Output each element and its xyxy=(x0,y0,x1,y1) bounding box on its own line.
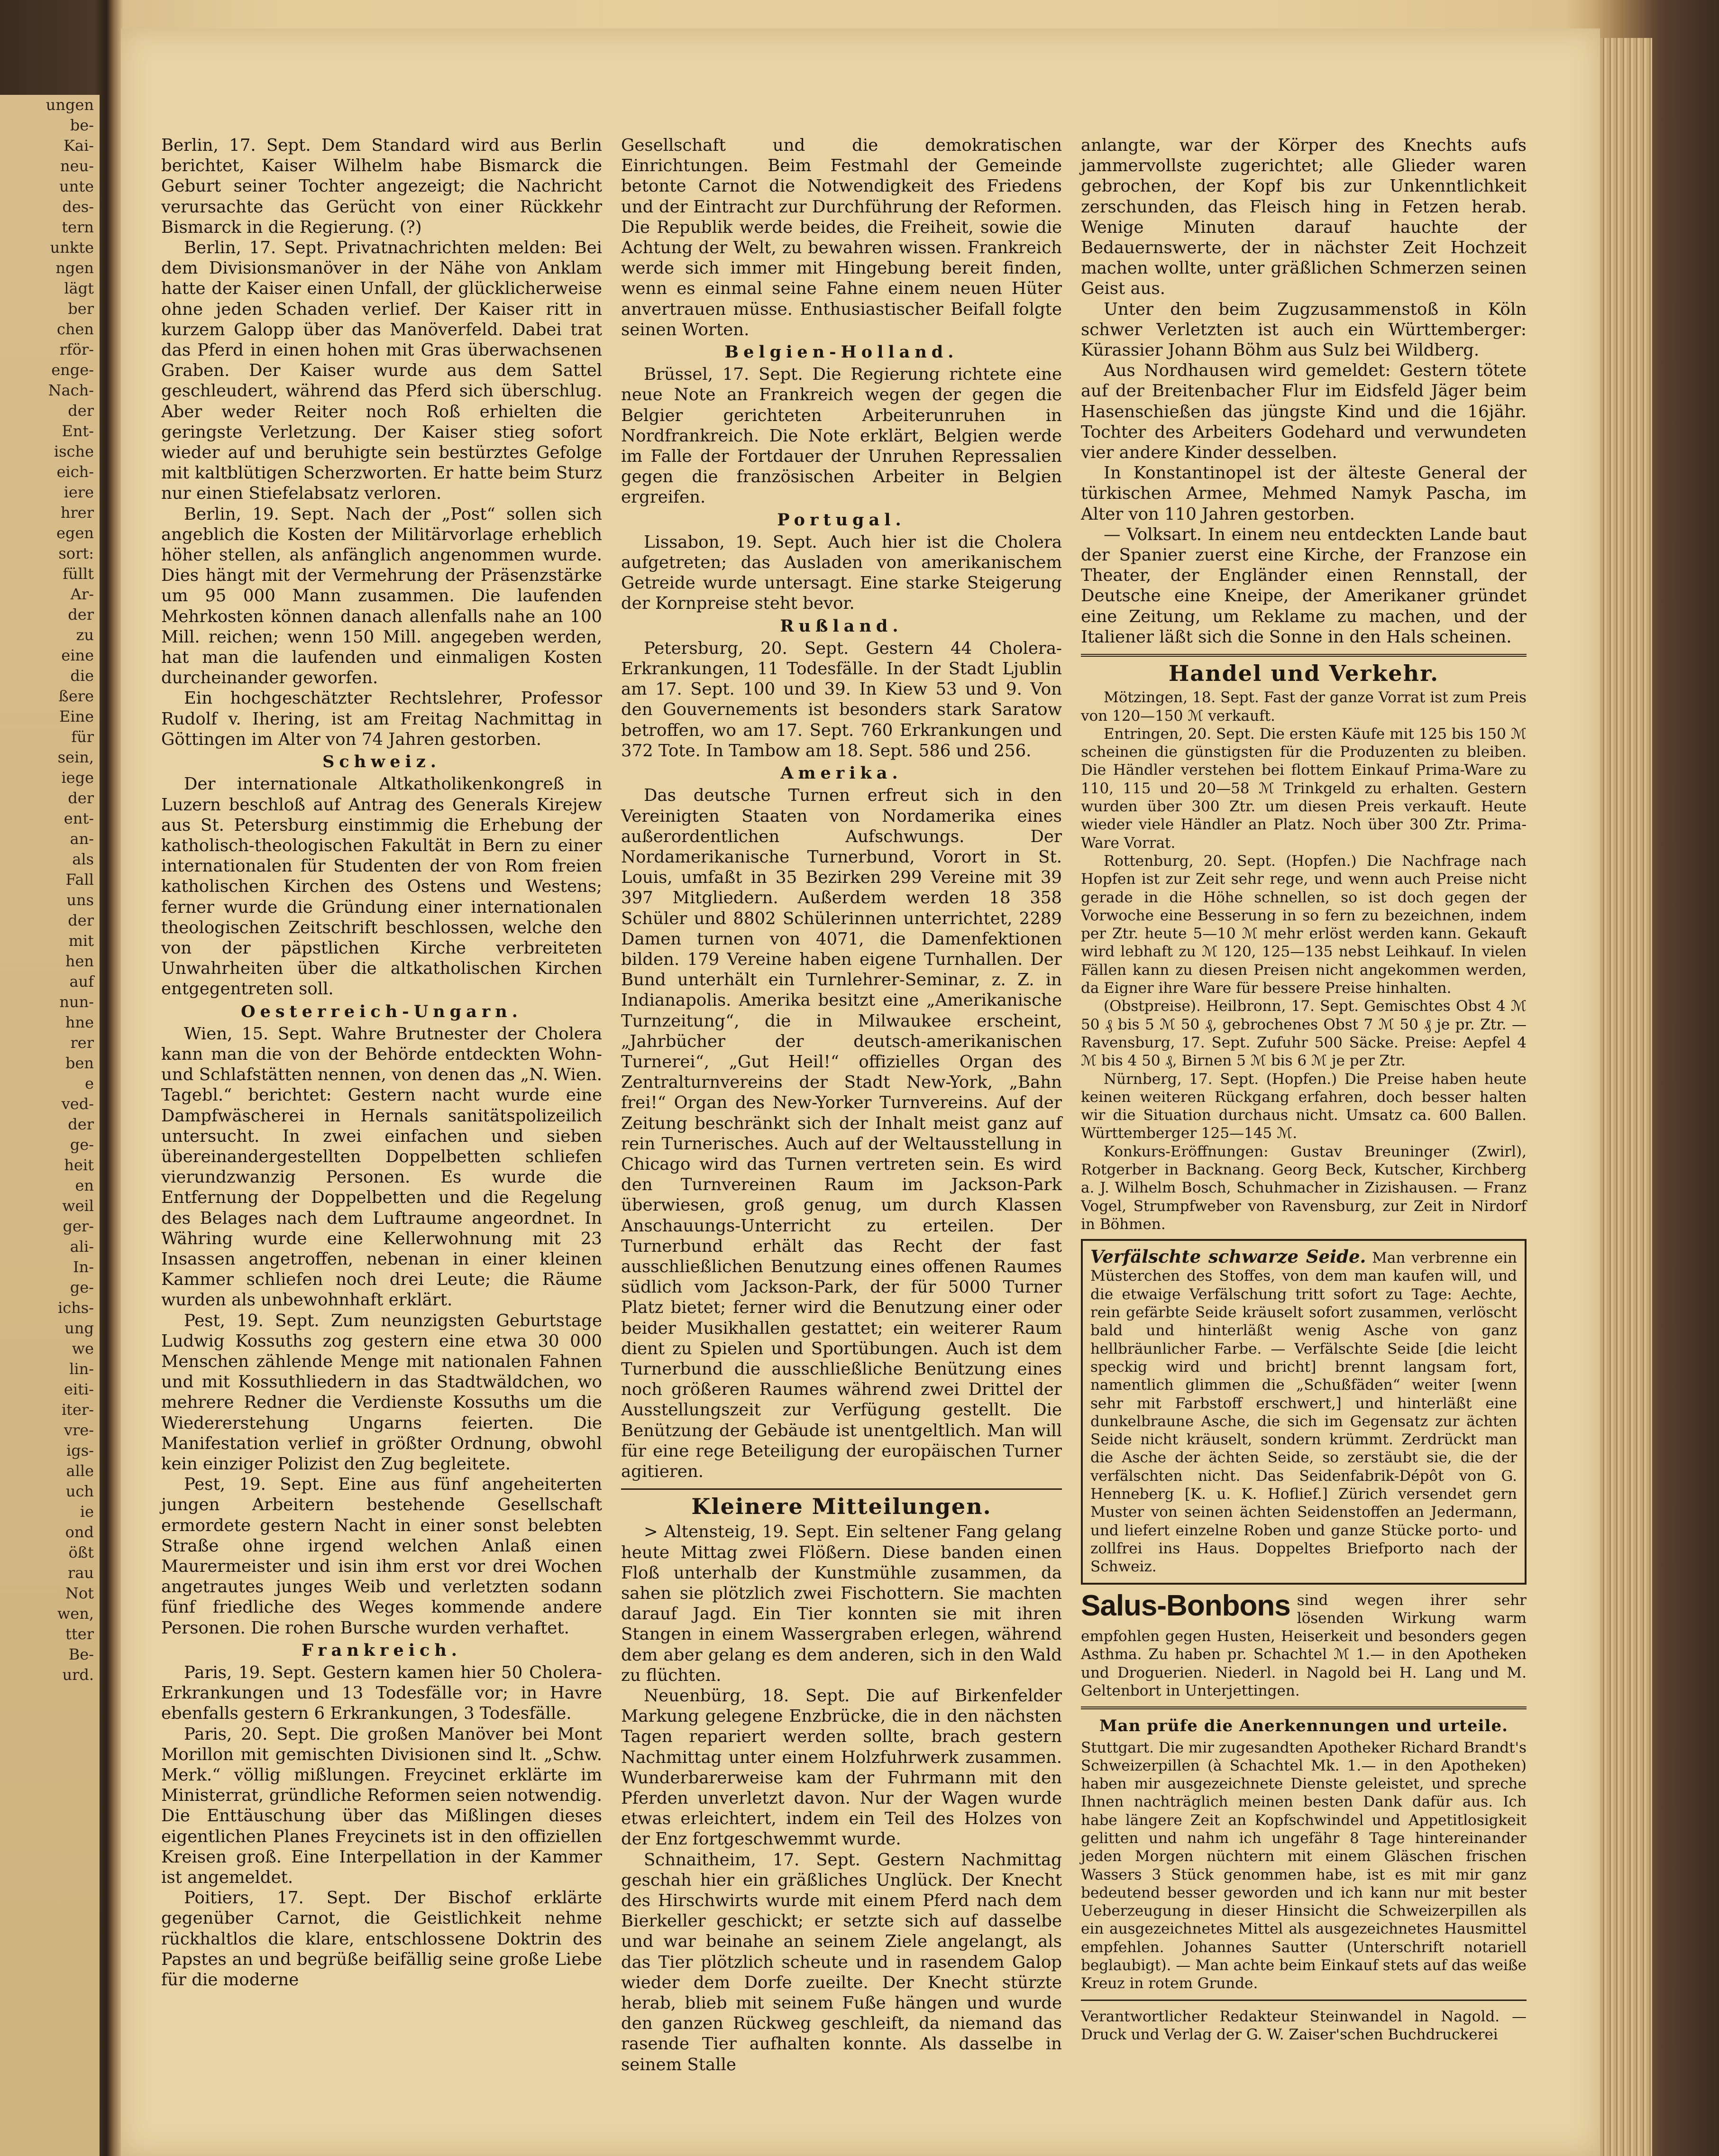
section-heading: Belgien-Holland. xyxy=(724,342,959,362)
left-page-word: ngen xyxy=(55,259,94,277)
article-paragraph: Der internationale Altkatholikenkongreß in Luzern beschloß auf Antrag des Generals Kirejew aus St. Petersburg einstimmig die Erhebung der katholisch-theologischen Fakultät in Bern zu einer internationalen für Studenten der von Rom freien katholischen Kirchen des Ostens und Westens; ferner wurde die Gründung einer internationalen theologischen Zeitschrift beschlossen, welche den von der päpstlichen Kirche verbreiteten Unwahrheiten über die altkatholischen Kirchen entgegentreten soll. xyxy=(161,774,602,999)
article-paragraph: Das deutsche Turnen erfreut sich in den Vereinigten Staaten von Nordamerika eines außerordentlichen Aufschwungs. Der Nordamerikanische Turnerbund, Vorort in St. Louis, umfaßt in 35 Bezirken 299 Vereine mit 39 397 Mitgliedern. Außerdem werden 18 358 Schüler und 8802 Schülerinnen unterrichtet, 2289 Damen turnen von 4071, die Damenfektionen bilden. 179 Vereine haben eigene Turnhallen. Der Bund unterhält ein Turnlehrer-Seminar, z. Z. in Indianapolis. Amerika besitzt eine „Amerikanische Turnzeitung“, die in Milwaukee erscheint, „Jahrbücher der deutsch-amerikanischen Turnerei“, „Gut Heil!“ offizielles Organ des Zentralturnvereins der Stadt New-York, „Bahn frei!“ Organ des New-Yorker Turnvereins. Auf der Zeitung beschränkt sich der Inhalt meist ganz auf rein Turnerisches. Auch auf der Weltausstellung in Chicago wird das Turnen vertreten sein. Es wird den Turnvereinen Raum im Jackson-Park überwiesen, groß genug, um durch Klassen Anschauungs-Unterricht zu erteilen. Der Turnerbund erhält das Recht der fast ausschließlichen Benutzung eines offenen Raumes südlich vom Jackson-Park, der für 5000 Turner Platz bietet; ferner wird die Benutzung einer oder beider Musikhallen gestattet; ein weiterer Raum dient zu Spielen und Sportübungen. Auch ist dem Turnerbund die ausschließliche Benützung eines noch größeren Raumes während zwei Drittel der Ausstellungszeit zur Verfügung gestellt. Die Benützung der Gebäude ist unentgeltlich. Man will für eine rege Beteiligung der europäischen Turner agitieren. xyxy=(621,786,1062,1481)
left-page-word: alle xyxy=(66,1462,94,1480)
left-page-word: Nach- xyxy=(48,381,94,399)
left-page-word: der xyxy=(68,1115,94,1133)
section-heading: Portugal. xyxy=(777,510,906,530)
left-page-word: hne xyxy=(65,1013,94,1031)
article-paragraph: — Volksart. In einem neu entdeckten Lande baut der Spanier zuerst eine Kirche, der Franzose ein Theater, der Engländer einen Rennstall, der Deutsche eine Kneipe, der Amerikaner gründet eine Zeitung, um Reklame zu machen, und der Italiener läßt sich die Sonne in den Hals scheinen. xyxy=(1081,524,1527,647)
section-heading: Frankreich. xyxy=(302,1640,462,1660)
left-page-word: ichs- xyxy=(58,1299,94,1317)
article-paragraph: Wien, 15. Sept. Wahre Brutnester der Cholera kann man die von der Behörde entdeckten Wohn- und Schlafstätten nennen, von denen das „N. Wien. Tagebl.“ berichtet: Gestern nacht wurde eine Dampfwäscherei in Hernals sanitätspolizeilich untersucht. In zwei einfachen und sieben übereinandergestellten Doppelbetten schliefen vierundzwanzig Personen. Es wurde die Entfernung der Doppelbetten und die Regelung des Belages nach dem Luftraume angeordnet. In Währing wurde eine Kellerwohnung mit 23 Insassen angetroffen, nebenan in einer kleinen Kammer schliefen noch drei Leute; die Räume wurden als unbewohnhaft erklärt. xyxy=(161,1024,602,1310)
left-page-word: hrer xyxy=(60,504,94,522)
left-page-word: ent- xyxy=(64,809,94,827)
article-paragraph: Pest, 19. Sept. Zum neunzigsten Geburtstage Ludwig Kossuths zog gestern eine etwa 30 000 Menschen zählende Menge mit nationalen Fahnen und mit Kossuthliedern in das Stadtwäldchen, wo mehrere Redner die Verdienste Kossuths um die Wiedererstehung Ungarns feierten. Die Manifestation verlief in größter Ordnung, obwohl kein einziger Polizist den Zug begleitete. xyxy=(161,1311,602,1474)
left-page-word: egen xyxy=(56,524,94,542)
left-page-word: In- xyxy=(73,1258,94,1276)
article-paragraph: Paris, 19. Sept. Gestern kamen hier 50 Cholera-Erkrankungen und 13 Todesfälle vor; in Havre ebenfalls gestern 6 Erkrankungen, 3 Todesfälle. xyxy=(161,1663,602,1724)
left-page-word: sort: xyxy=(58,544,94,562)
article-paragraph: Berlin, 19. Sept. Nach der „Post“ sollen sich angeblich die Kosten der Militärvorlage erheblich höher stellen, als anfänglich angenommen wurde. Dies hängt mit der Vermehrung der Präsenzstärke um 95 000 Mann zusammen. Die laufenden Mehrkosten können danach allenfalls nahe an 100 Mill. reichen; wenn 150 Mill. angegeben werden, hat man die laufenden und einmaligen Kosten durcheinander geworfen. xyxy=(161,504,602,688)
left-page-word: sein, xyxy=(57,748,94,766)
left-page-word: vre- xyxy=(64,1421,94,1439)
left-page-word: Kai- xyxy=(63,137,94,155)
article-paragraph: Berlin, 17. Sept. Dem Standard wird aus Berlin berichtet, Kaiser Wilhelm habe Bismarck die Geburt seiner Tochter angezeigt; die Nachricht verursachte das Gerücht von einer Rückkehr Bismarck in die Regierung. (?) xyxy=(161,136,602,237)
left-page-word: be- xyxy=(70,116,94,134)
left-page-word: Fall xyxy=(65,871,94,889)
left-page-word: unkte xyxy=(50,239,94,257)
left-page-word: für xyxy=(71,728,94,746)
left-page-word: wen, xyxy=(57,1605,94,1623)
article-paragraph: Lissabon, 19. Sept. Auch hier ist die Cholera aufgetreten; das Ausladen von amerikanischem Getreide wurde untersagt. Eine starke Steigerung der Kornpreise steht bevor. xyxy=(621,532,1062,614)
left-page-word: ved- xyxy=(61,1095,94,1113)
left-page-word: ond xyxy=(65,1523,94,1541)
article-paragraph: Entringen, 20. Sept. Die ersten Käufe mit 125 bis 150 ℳ scheinen die günstigsten für die Produzenten zu bleiben. Die Händler verstehen bei flottem Einkauf Prima-Ware zu 110, 115 und 20—58 ℳ Trinkgeld zu erhalten. Gestern wurden über 300 Ztr. um diesen Preis verkauft. Heute wieder viele Händler an Platz. Noch über 300 Ztr. Prima-Ware Vorrat. xyxy=(1081,725,1527,852)
article-paragraph: Paris, 20. Sept. Die großen Manöver bei Mont Morillon mit gemischten Divisionen sind lt. „Schw. Merk.“ völlig mißlungen. Freycinet erklärte im Ministerrat, gründliche Reformen seien notwendig. Die Enttäuschung über das Mißlingen dieses eigentlichen Planes Freycinets ist in den offiziellen Kreisen groß. Eine Interpellation in der Kammer ist angemeldet. xyxy=(161,1724,602,1888)
left-page-word: auf xyxy=(69,972,94,991)
left-page-word: eich- xyxy=(56,463,94,481)
divider xyxy=(621,1488,1062,1490)
left-page-word: tter xyxy=(65,1625,94,1643)
left-page-word: chen xyxy=(56,320,94,338)
left-page-word: Ent- xyxy=(62,422,94,440)
left-page-word: lin- xyxy=(69,1360,94,1378)
article-paragraph: Schnaitheim, 17. Sept. Gestern Nachmittag geschah hier ein gräßliches Unglück. Der Knecht des Hirschwirts wurde mit einem Pferd nach dem Bierkeller geschickt; er setzte sich auf dasselbe und war beinahe an seinem Ziele angelangt, als das Tier plötzlich scheute und in rasendem Galop wieder dem Dorfe zueilte. Der Knecht stürzte herab, blieb mit seinem Fuße hängen und wurde den ganzen Rückweg geschleift, da niemand das rasende Tier aufhalten konnte. Als dasselbe in seinem Stalle xyxy=(621,1850,1062,2074)
left-page-word: ali- xyxy=(70,1238,94,1256)
section-heading: Amerika. xyxy=(780,763,903,783)
left-page-word: der xyxy=(68,606,94,624)
left-page-word: Not xyxy=(65,1584,94,1602)
ad-title: Salus-Bonbons xyxy=(1081,1589,1290,1622)
column-1 xyxy=(161,135,602,1990)
ad-body: Man verbrenne ein Müsterchen des Stoffes, von dem man kaufen will, und die etwaige Verfälschung tritt sofort zu Tage: Aechte, rein gefärbte Seide kräuselt sofort zusammen, verlöscht bald und hinterläßt wenig Asche von ganz hellbräunlicher Farbe. — Verfälschte Seide [die leicht speckig wird und bricht] brennt langsam fort, namentlich glimmen die „Schußfäden“ weiter [wenn sehr mit Farbstoff erschwert,] und hinterläßt eine dunkelbraune Asche, die sich im Gegensatz zur ächten Seide nicht kräuselt, sondern krümmt. Zerdrückt man die Asche der ächten Seide, so zerstäubt sie, die der verfälschten nicht. Das Seidenfabrik-Dépôt von G. Henneberg [K. u. K. Hoflief.] Zürich versendet gern Muster von seinen ächten Seidenstoffen an Jedermann, und liefert einzelne Roben und ganze Stücke porto- und zollfrei ins Haus. Doppeltes Briefporto nach der Schweiz. xyxy=(1090,1249,1517,1576)
left-page-word: enge- xyxy=(51,361,94,379)
ad-heading: Man prüfe die Anerkennungen und urteile. xyxy=(1099,1716,1508,1736)
silk-advertisement xyxy=(1081,1239,1527,1584)
article-paragraph: Konkurs-Eröffnungen: Gustav Breuninger (Zwirl), Rotgerber in Backnang. Georg Beck, Kutscher, Kirchberg a. J. Wilhelm Bosch, Schuhmacher in Zizishausen. — Franz Vogel, Strumpfweber von Ravensburg, zur Zeit in Nirdorf in Böhmen. xyxy=(1081,1143,1527,1233)
left-page-word: uns xyxy=(66,891,94,909)
left-page-word: als xyxy=(72,850,94,868)
left-page-word: iter- xyxy=(61,1401,94,1419)
section-heading-large: Handel und Verkehr. xyxy=(1168,661,1439,687)
left-page-word: unte xyxy=(59,177,94,195)
left-page-word: der xyxy=(68,789,94,807)
section-heading: Oesterreich-Ungarn. xyxy=(241,1001,522,1021)
left-page-word: ößt xyxy=(68,1543,94,1561)
book-page-edges xyxy=(1600,38,1652,2156)
left-page-word: ge- xyxy=(70,1136,94,1154)
left-page-word: eine xyxy=(61,646,94,664)
ad-body: sind wegen ihrer sehr lösenden Wirkung warm empfohlen gegen Husten, Heiserkeit und besonders gegen Asthma. Zu haben pr. Schachtel ℳ 1.— in den Apotheken und Droguerien. Niederl. in Nagold bei H. Lang und M. Geltenbort in Unterjettingen. xyxy=(1081,1591,1527,1700)
left-page-word: Ar- xyxy=(70,585,94,603)
left-page-word: mit xyxy=(68,932,94,950)
left-page-word: tern xyxy=(62,218,94,236)
left-page-word: uch xyxy=(65,1482,94,1500)
left-page-word: lägt xyxy=(64,279,94,297)
divider xyxy=(1081,2000,1527,2001)
article-paragraph: (Obstpreise). Heilbronn, 17. Sept. Gemischtes Obst 4 ℳ 50 ₰ bis 5 ℳ 50 ₰, gebrochenes Obst 7 ℳ 50 ₰ je pr. Ztr. — Ravensburg, 17. Sept. Zufuhr 500 Säcke. Preise: Aepfel 4 ℳ bis 4 50 ₰, Birnen 5 ℳ bis 6 ℳ je per Ztr. xyxy=(1081,998,1527,1070)
left-page-word: ische xyxy=(54,442,94,460)
left-page-word: eiti- xyxy=(64,1380,94,1398)
article-paragraph: Unter den beim Zugzusammenstoß in Köln schwer Verletzten ist auch ein Württemberger: Kürassier Johann Böhm aus Sulz bei Wildberg. xyxy=(1081,299,1527,360)
article-paragraph: Brüssel, 17. Sept. Die Regierung richtete eine neue Note an Frankreich wegen der gegen die Belgier gerichteten Arbeiterunruhen in Nordfrankreich. Die Note erklärt, Belgien werde im Falle der Fortdauer der Unruhen Repressalien gegen die französischen Arbeiter in Belgien ergreifen. xyxy=(621,365,1062,507)
article-paragraph: In Konstantinopel ist der älteste General der türkischen Armee, Mehmed Namyk Pascha, im Alter von 110 Jahren gestorben. xyxy=(1081,463,1527,524)
article-paragraph: Rottenburg, 20. Sept. (Hopfen.) Die Nachfrage nach Hopfen ist zur Zeit sehr rege, und wenn auch Preise nicht gerade in die Höhe schnellen, so ist doch gegen der Vorwoche eine Besserung in so fern zu bezeichnen, indem per Ztr. heute 5—10 ℳ mehr erlöst werden kann. Gekauft wird lebhaft zu ℳ 120, 125—135 nebst Leihkauf. In vielen Fällen kann zu diesen Preisen nicht angekommen werden, da Eigner ihre Ware für bessere Preise hinhalten. xyxy=(1081,852,1527,997)
article-paragraph: Ein hochgeschätzter Rechtslehrer, Professor Rudolf v. Ihering, ist am Freitag Nachmittag in Göttingen im Alter von 74 Jahren gestorben. xyxy=(161,688,602,749)
left-page-word: der xyxy=(68,911,94,929)
article-paragraph: Pest, 19. Sept. Eine aus fünf angeheiterten jungen Arbeitern bestehende Gesellschaft ermordete gestern Nacht in einer sonst belebten Straße ohne irgend welchen Anlaß einen Maurermeister und isin ihm erst vor drei Wochen angetrautes junges Weib und verletzten sodann fünf friedliche des Weges kommende andere Personen. Die rohen Bursche wurden verhaftet. xyxy=(161,1475,602,1638)
left-page-word: Eine xyxy=(59,707,94,725)
article-paragraph: Stuttgart. Die mir zugesandten Apotheker Richard Brandt's Schweizerpillen (à Schachtel Mk. 1.— in den Apotheken) haben mir ausgezeichnete Dienste geleistet, und spreche Ihnen nachträglich meinen besten Dank dafür aus. Ich habe längere Zeit an Kopfschwindel und Appetitlosigkeit gelitten und nahm ich ungefähr 8 Tage hintereinander jeden Morgen nüchtern mit einem Gläschen frischen Wassers 3 Stück genommen habe, ist es mit mir ganz bedeutend besser geworden und ich kann nur mit bester Ueberzeugung in dieser Hinsicht die Schweizerpillen als ein ausgezeichnetes Mittel als ausgezeichnetes Hausmittel empfehlen. Johannes Sautter (Unterschrift notariell beglaubigt). — Man achte beim Einkauf stets auf das weiße Kreuz in rotem Grunde. xyxy=(1081,1739,1527,1992)
left-page-word: we xyxy=(72,1339,94,1358)
left-page-word: nun- xyxy=(59,993,94,1011)
article-paragraph: Gesellschaft und die demokratischen Einrichtungen. Beim Festmahl der Gemeinde betonte Carnot die Notwendigkeit des Friedens und der Eintracht zur Durchführung der Reformen. Die Republik werde beides, die Freiheit, sowie die Achtung der Welt, zu bewahren wissen. Frankreich werde sich immer mit Hingebung bereit finden, wenn es einmal seine Fahne einem neuen Hüter anvertrauen müsse. Enthusiastischer Beifall folgte seinen Worten. xyxy=(621,136,1062,339)
section-heading-large: Kleinere Mitteilungen. xyxy=(691,1494,992,1520)
left-page-word: iere xyxy=(64,483,94,501)
article-paragraph: Nürnberg, 17. Sept. (Hopfen.) Die Preise haben heute keinen weiteren Rückgang erfahren, doch besser halten wir die Situation durchaus nicht. Umsatz ca. 600 Ballen. Württemberger 125—145 ℳ. xyxy=(1081,1070,1527,1142)
left-page-word: en xyxy=(75,1176,94,1194)
left-page-word: rför- xyxy=(59,340,94,358)
article-paragraph: anlangte, war der Körper des Knechts aufs jammervollste zugerichtet; alle Glieder waren gebrochen, der Kopf bis zur Unkenntlichkeit zerschunden, das Fleisch hing in Fetzen herab. Wenige Minuten darauf hauchte der Bedauernswerte, der in nächster Zeit Hochzeit machen wollte, unter gräßlichen Schmerzen seinen Geist aus. xyxy=(1081,136,1527,299)
left-page-word: ge- xyxy=(70,1278,94,1296)
left-page-word: zu xyxy=(76,626,94,644)
left-page-word: weil xyxy=(62,1197,94,1215)
left-page-word: ger- xyxy=(63,1217,94,1235)
left-page-word: e xyxy=(85,1074,94,1092)
imprint: Verantwortlicher Redakteur Steinwandel in Nagold. — Druck und Verlag der G. W. Zaiser'schen Buchdruckerei xyxy=(1081,2008,1527,2043)
left-page-word: füllt xyxy=(63,565,94,583)
left-page-word: iege xyxy=(61,769,94,787)
left-page-word: Be- xyxy=(68,1645,94,1663)
column-2 xyxy=(621,135,1062,2075)
article-paragraph: Petersburg, 20. Sept. Gestern 44 Cholera-Erkrankungen, 11 Todesfälle. In der Stadt Ljublin am 17. Sept. 100 und 39. In Kiew 53 und 9. Von den Gouvernements ist besonders stark Saratow betroffen, wo am 17. Sept. 760 Erkrankungen und 372 Tote. In Tambow am 18. Sept. 586 und 256. xyxy=(621,638,1062,761)
left-page-word: igs- xyxy=(66,1441,94,1459)
article-paragraph: > Altensteig, 19. Sept. Ein seltener Fang gelang heute Mittag zwei Flößern. Diese banden einen Floß unterhalb der Kunstmühle zusammen, da sahen sie plötzlich zwei Fischottern. Sie machten darauf Jagd. Ein Tier konnten sie mit ihren Stangen in einem Wassergraben erlegen, während dem aber gelang es dem anderen, sich in den Wald zu flüchten. xyxy=(621,1522,1062,1685)
article-paragraph: Berlin, 17. Sept. Privatnachrichten melden: Bei dem Divisionsmanöver in der Nähe von Anklam hatte der Kaiser einen Unfall, der glücklicherweise ohne jeden Schaden verlief. Der Kaiser ritt in kurzem Galopp über das Manöverfeld. Dabei trat das Pferd in einen hohen mit Gras überwachsenen Graben. Der Kaiser wurde aus dem Sattel geschleudert, während das Pferd sich überschlug. Aber weder Reiter noch Roß erhielten die geringste Verletzung. Der Kaiser stieg sofort wieder auf und beruhigte sein bestürztes Gefolge mit kaltblütigen Scherzworten. Er hatte beim Sturz nur einen Stiefelabsatz verloren. xyxy=(161,238,602,504)
column-3 xyxy=(1081,135,1527,2044)
divider-double xyxy=(1081,654,1527,657)
left-page-word: ber xyxy=(68,300,94,318)
left-page-word: hen xyxy=(65,952,94,970)
left-page-word: des- xyxy=(62,198,94,216)
left-page-fragment xyxy=(0,95,100,2156)
left-page-word: die xyxy=(70,667,94,685)
left-page-word: an- xyxy=(70,830,94,848)
article-paragraph: Neuenbürg, 18. Sept. Die auf Birkenfelder Markung gelegene Enzbrücke, die in den nächsten Tagen repariert werden sollte, brach gestern Nachmittag unter einem Holzfuhrwerk zusammen. Wunderbarerweise kam der Fuhrmann mit den Pferden unverletzt davon. Nur der Wagen wurde etwas erleichtert, indem ein Teil des Holzes von der Enz fortgeschwemmt wurde. xyxy=(621,1686,1062,1849)
left-page-word: ben xyxy=(65,1054,94,1072)
ad-title: Verfälschte schwarze Seide. xyxy=(1090,1246,1366,1267)
left-page-word: rau xyxy=(68,1564,94,1582)
section-heading: Schweiz. xyxy=(322,752,441,772)
left-page-word: heit xyxy=(64,1156,94,1174)
left-page-word: rer xyxy=(70,1034,94,1052)
article-paragraph: Aus Nordhausen wird gemeldet: Gestern tötete auf der Breitenbacher Flur im Eidsfeld Jäger beim Hasenschießen das jüngste Kind und die 16jähr. Tochter des Arbeiters Godehard und verwundeten vier andere Kinder desselben. xyxy=(1081,361,1527,463)
left-page-word: ie xyxy=(80,1503,94,1521)
left-page-word: ßere xyxy=(58,687,94,705)
left-page-word: ungen xyxy=(46,96,94,114)
left-page-word: neu- xyxy=(60,157,94,175)
article-paragraph: Poitiers, 17. Sept. Der Bischof erklärte gegenüber Carnot, die Geistlichkeit nehme rückhaltlos die klare, entschlossene Doktrin des Papstes an und begrüße beifällig seine große Liebe für die moderne xyxy=(161,1888,602,1990)
salus-advertisement xyxy=(1081,1591,1527,1700)
divider-double xyxy=(1081,1706,1527,1709)
left-page-word: der xyxy=(68,402,94,420)
left-page-word: ung xyxy=(64,1319,94,1337)
left-page-word: urd. xyxy=(62,1666,94,1684)
article-paragraph: Mötzingen, 18. Sept. Fast der ganze Vorrat ist zum Preis von 120—150 ℳ verkauft. xyxy=(1081,689,1527,725)
section-heading: Rußland. xyxy=(780,616,903,636)
